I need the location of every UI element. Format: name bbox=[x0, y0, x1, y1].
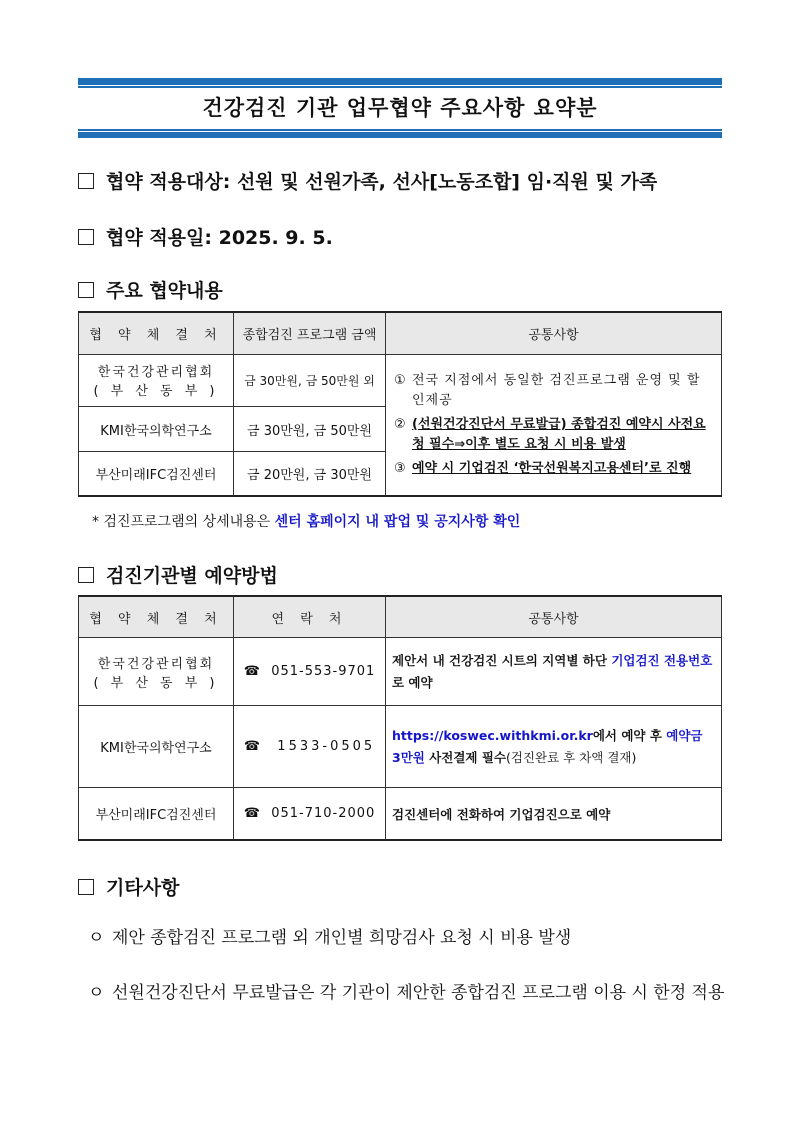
desc-cell: 검진센터에 전화하여 기업검진으로 예약 bbox=[386, 788, 722, 840]
desc-text: 에서 예약 후 bbox=[592, 727, 667, 743]
table-row bbox=[79, 638, 722, 706]
common-item-2 bbox=[394, 415, 713, 455]
checkbox-square-icon bbox=[78, 282, 94, 298]
table1-header-common: 공통사항 bbox=[386, 312, 722, 354]
table2-header-contact: 연 락 처 bbox=[234, 596, 386, 638]
bullet-icon: ㅇ bbox=[88, 928, 105, 948]
org-sub: ( 부 산 동 부 ) bbox=[93, 384, 219, 400]
table-row bbox=[79, 788, 722, 840]
section-main-text: 주요 협약내용 bbox=[106, 280, 223, 302]
desc-text: 제안서 내 건강검진 시트의 지역별 하단 bbox=[392, 652, 612, 668]
price-cell: 금 30만원, 금 50만원 bbox=[234, 407, 386, 452]
common-cell bbox=[386, 354, 722, 496]
phone-number: 051-553-9701 bbox=[271, 664, 376, 680]
desc-cell bbox=[386, 706, 722, 788]
common-num-2: ② bbox=[394, 416, 406, 432]
checkbox-square-icon bbox=[78, 229, 94, 245]
checkbox-square-icon bbox=[78, 567, 94, 583]
org-name: 부산미래IFC검진센터 bbox=[79, 788, 234, 840]
table-row bbox=[79, 706, 722, 788]
title-rule-top bbox=[78, 78, 722, 85]
price-cell: 금 30만원, 금 50만원 외 bbox=[234, 354, 386, 407]
section-reservation bbox=[78, 561, 278, 588]
section-target bbox=[78, 167, 657, 194]
common-num-1: ① bbox=[394, 372, 406, 388]
agreement-table bbox=[78, 311, 722, 497]
list-item bbox=[88, 922, 728, 954]
org-name: 부산미래IFC검진센터 bbox=[79, 451, 234, 496]
table2-header-common: 공통사항 bbox=[386, 596, 722, 638]
section-date bbox=[78, 223, 333, 250]
phone-number: 1533-0505 bbox=[277, 739, 376, 755]
common-num-3: ③ bbox=[394, 460, 406, 476]
note-highlight: 센터 홈페이지 내 팝업 및 공지사항 확인 bbox=[274, 514, 521, 530]
common-text-2: (선원건강진단서 무료발급) 종합검진 예약시 사전요청 필수⇒이후 별도 요청 시 비용 발생 bbox=[412, 416, 706, 452]
page-title: 건강검진 기관 업무협약 주요사항 요약분 bbox=[202, 96, 598, 120]
phone-icon: ☎ bbox=[243, 806, 261, 822]
desc-highlight: 기업검진 전용번호 bbox=[611, 652, 713, 668]
table1-header-price: 종합검진 프로그램 금액 bbox=[234, 312, 386, 354]
phone-icon: ☎ bbox=[243, 664, 261, 680]
checkbox-square-icon bbox=[78, 879, 94, 895]
list-item bbox=[88, 977, 728, 1009]
note-prefix: * 검진프로그램의 상세내용은 bbox=[92, 514, 275, 530]
bullet-icon: ㅇ bbox=[88, 983, 105, 1003]
price-cell: 금 20만원, 금 30만원 bbox=[234, 451, 386, 496]
title-rule-bottom-thin bbox=[78, 129, 722, 131]
phone-cell bbox=[234, 706, 386, 788]
section-etc-text: 기타사항 bbox=[106, 877, 180, 899]
title-rule-bottom bbox=[78, 132, 722, 138]
common-text-3: 예약 시 기업검진 ‘한국선원복지고용센터’로 진행 bbox=[412, 460, 692, 476]
etc-text: 선원건강진단서 무료발급은 각 기관이 제안한 종합검진 프로그램 이용 시 한정 적용 bbox=[112, 983, 725, 1003]
org-cell bbox=[79, 638, 234, 706]
org-name: KMI한국의학연구소 bbox=[79, 706, 234, 788]
phone-icon: ☎ bbox=[243, 739, 264, 755]
org-sub: ( 부 산 동 부 ) bbox=[93, 675, 219, 691]
common-text-1: 전국 지점에서 동일한 검진프로그램 운영 및 할인제공 bbox=[412, 372, 701, 408]
desc-highlight: 예약금 3만원 bbox=[392, 727, 703, 765]
phone-cell bbox=[234, 638, 386, 706]
phone-number: 051-710-2000 bbox=[271, 806, 376, 822]
program-note bbox=[92, 511, 520, 531]
section-etc bbox=[78, 873, 179, 900]
org-cell bbox=[79, 354, 234, 407]
section-date-text: 협약 적용일: 2025. 9. 5. bbox=[106, 227, 333, 249]
checkbox-square-icon bbox=[78, 173, 94, 189]
common-item-1 bbox=[394, 371, 713, 411]
table1-header-org: 협 약 체 결 처 bbox=[79, 312, 234, 354]
table2-header-org: 협 약 체 결 처 bbox=[79, 596, 234, 638]
phone-cell bbox=[234, 788, 386, 840]
common-item-3 bbox=[394, 459, 713, 479]
desc-text: (검진완료 후 차액 결재) bbox=[506, 749, 637, 765]
section-target-text: 협약 적용대상: 선원 및 선원가족, 선사[노동조합] 임·직원 및 가족 bbox=[106, 171, 658, 193]
org-name: KMI한국의학연구소 bbox=[79, 407, 234, 452]
table-row bbox=[79, 354, 722, 407]
etc-text: 제안 종합검진 프로그램 외 개인별 희망검사 요청 시 비용 발생 bbox=[112, 928, 572, 948]
section-main bbox=[78, 276, 223, 303]
desc-cell bbox=[386, 638, 722, 706]
org-name: 한국건강관리협회 bbox=[97, 365, 215, 381]
section-reservation-text: 검진기관별 예약방법 bbox=[106, 565, 278, 587]
org-name: 한국건강관리협회 bbox=[97, 656, 215, 672]
website-link[interactable]: https://koswec.withkmi.or.kr bbox=[392, 727, 593, 743]
desc-text: 사전결제 필수 bbox=[424, 749, 507, 765]
reservation-table bbox=[78, 595, 722, 841]
desc-text: 로 예약 bbox=[392, 674, 433, 690]
